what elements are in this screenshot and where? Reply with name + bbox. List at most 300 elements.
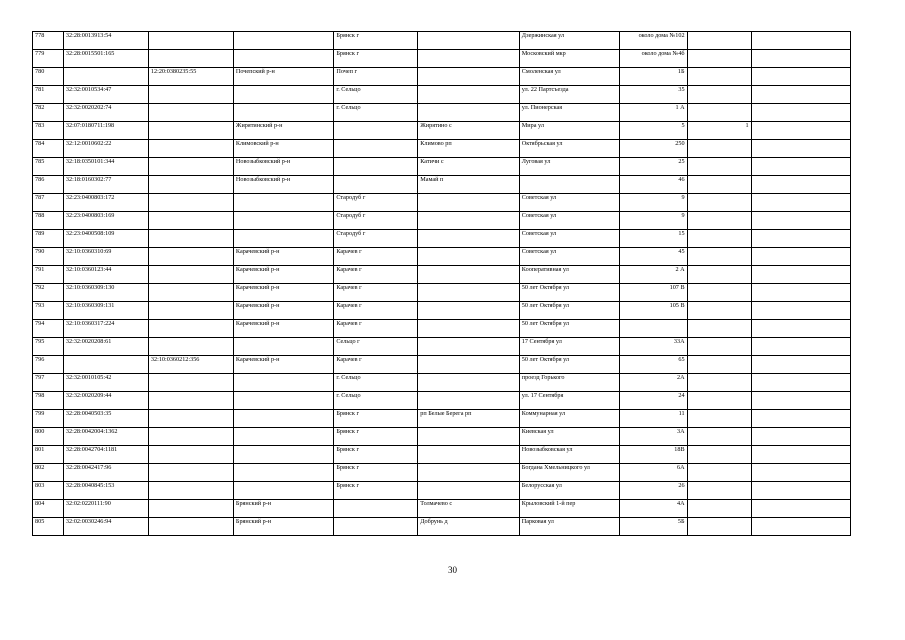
extra-2-cell [751, 194, 850, 212]
table-row [33, 302, 851, 320]
house-number-cell: около дома №4б [620, 50, 687, 68]
house-number-cell: 2А [620, 374, 687, 392]
city-cell: Карачев г [334, 320, 418, 338]
extra-2-cell [751, 464, 850, 482]
old-cadastral-number-cell [148, 284, 233, 302]
row-number-cell: 800 [33, 428, 64, 446]
city-cell: г. Сельцо [334, 86, 418, 104]
settlement-cell [418, 374, 520, 392]
old-cadastral-number-cell [148, 212, 233, 230]
extra-2-cell [751, 446, 850, 464]
street-cell: Коммунарная ул [519, 410, 619, 428]
district-cell [233, 464, 333, 482]
house-number-cell: 2 А [620, 266, 687, 284]
house-number-cell: 24 [620, 392, 687, 410]
settlement-cell [418, 32, 520, 50]
settlement-cell [418, 482, 520, 500]
extra-1-cell [687, 446, 751, 464]
house-number-cell: 35 [620, 86, 687, 104]
extra-2-cell [751, 32, 850, 50]
table-row [33, 410, 851, 428]
old-cadastral-number-cell [148, 338, 233, 356]
cadastral-number-cell [63, 68, 148, 86]
extra-2-cell [751, 248, 850, 266]
extra-1-cell [687, 194, 751, 212]
old-cadastral-number-cell [148, 176, 233, 194]
settlement-cell [418, 338, 520, 356]
cadastral-number-cell: 32:18:0350101:344 [63, 158, 148, 176]
extra-1-cell [687, 428, 751, 446]
row-number-cell: 790 [33, 248, 64, 266]
settlement-cell [418, 446, 520, 464]
city-cell: Карачев г [334, 302, 418, 320]
cadastral-number-cell: 32:28:0015501:165 [63, 50, 148, 68]
city-cell: Стародуб г [334, 194, 418, 212]
row-number-cell: 783 [33, 122, 64, 140]
old-cadastral-number-cell [148, 194, 233, 212]
table-row [33, 464, 851, 482]
extra-1-cell [687, 518, 751, 536]
city-cell [334, 140, 418, 158]
house-number-cell: 33А [620, 338, 687, 356]
settlement-cell [418, 248, 520, 266]
table-row [33, 338, 851, 356]
table-row [33, 284, 851, 302]
extra-1-cell [687, 284, 751, 302]
cadastral-number-cell: 32:10:0360310:69 [63, 248, 148, 266]
extra-2-cell [751, 266, 850, 284]
table-row [33, 266, 851, 284]
street-cell: Крыловский 1-й пер [519, 500, 619, 518]
house-number-cell [620, 320, 687, 338]
street-cell: Советская ул [519, 194, 619, 212]
city-cell: Брянск г [334, 32, 418, 50]
street-cell: Дзержинская ул [519, 32, 619, 50]
extra-1-cell [687, 68, 751, 86]
row-number-cell: 789 [33, 230, 64, 248]
table-row [33, 518, 851, 536]
street-cell: Киевская ул [519, 428, 619, 446]
extra-2-cell [751, 518, 850, 536]
district-cell [233, 392, 333, 410]
street-cell: проезд Горького [519, 374, 619, 392]
cadastral-number-cell: 32:28:0013913:54 [63, 32, 148, 50]
extra-1-cell: 1 [687, 122, 751, 140]
house-number-cell: 15 [620, 230, 687, 248]
extra-2-cell [751, 122, 850, 140]
extra-1-cell [687, 500, 751, 518]
street-cell: 50 лет Октября ул [519, 320, 619, 338]
table-row [33, 320, 851, 338]
district-cell: Карачевский р-н [233, 284, 333, 302]
street-cell: Смоленская ул [519, 68, 619, 86]
extra-2-cell [751, 86, 850, 104]
cadastral-number-cell: 32:32:0010105:42 [63, 374, 148, 392]
row-number-cell: 799 [33, 410, 64, 428]
table-row [33, 482, 851, 500]
house-number-cell: 4А [620, 500, 687, 518]
row-number-cell: 785 [33, 158, 64, 176]
district-cell: Карачевский р-н [233, 356, 333, 374]
district-cell [233, 410, 333, 428]
row-number-cell: 782 [33, 104, 64, 122]
table-row [33, 122, 851, 140]
old-cadastral-number-cell [148, 230, 233, 248]
cadastral-number-cell [63, 356, 148, 374]
extra-2-cell [751, 230, 850, 248]
house-number-cell: 9 [620, 194, 687, 212]
district-cell [233, 482, 333, 500]
street-cell: Луговая ул [519, 158, 619, 176]
old-cadastral-number-cell: 12:20:0380235:55 [148, 68, 233, 86]
old-cadastral-number-cell [148, 320, 233, 338]
city-cell: Стародуб г [334, 212, 418, 230]
extra-1-cell [687, 230, 751, 248]
settlement-cell [418, 320, 520, 338]
district-cell [233, 104, 333, 122]
house-number-cell: 26 [620, 482, 687, 500]
city-cell [334, 122, 418, 140]
district-cell: Новозыбковский р-н [233, 158, 333, 176]
row-number-cell: 805 [33, 518, 64, 536]
extra-1-cell [687, 410, 751, 428]
settlement-cell [418, 302, 520, 320]
cadastral-number-cell: 32:10:0360309:131 [63, 302, 148, 320]
extra-2-cell [751, 140, 850, 158]
settlement-cell: Добрунь д [418, 518, 520, 536]
district-cell: Брянский р-н [233, 518, 333, 536]
house-number-cell: 250 [620, 140, 687, 158]
district-cell [233, 230, 333, 248]
street-cell: ул. 17 Сентября [519, 392, 619, 410]
extra-2-cell [751, 212, 850, 230]
extra-1-cell [687, 212, 751, 230]
extra-2-cell [751, 320, 850, 338]
row-number-cell: 792 [33, 284, 64, 302]
street-cell: 50 лет Октября ул [519, 284, 619, 302]
extra-1-cell [687, 464, 751, 482]
city-cell: Брянск г [334, 482, 418, 500]
settlement-cell: Климово рп [418, 140, 520, 158]
house-number-cell: 1 А [620, 104, 687, 122]
row-number-cell: 798 [33, 392, 64, 410]
row-number-cell: 779 [33, 50, 64, 68]
city-cell [334, 500, 418, 518]
cadastral-number-cell: 32:28:0042704:1181 [63, 446, 148, 464]
city-cell: Брянск г [334, 50, 418, 68]
street-cell: ул. Пионерская [519, 104, 619, 122]
cadastral-number-cell: 32:18:0160302:77 [63, 176, 148, 194]
city-cell: г. Сельцо [334, 392, 418, 410]
extra-2-cell [751, 176, 850, 194]
street-cell: Кооперативная ул [519, 266, 619, 284]
settlement-cell [418, 428, 520, 446]
district-cell [233, 446, 333, 464]
street-cell: Новозыбковская ул [519, 446, 619, 464]
street-cell: Парковая ул [519, 518, 619, 536]
city-cell: Карачев г [334, 356, 418, 374]
settlement-cell [418, 230, 520, 248]
house-number-cell: 46 [620, 176, 687, 194]
row-number-cell: 801 [33, 446, 64, 464]
settlement-cell [418, 68, 520, 86]
city-cell: Почеп г [334, 68, 418, 86]
district-cell: Карачевский р-н [233, 248, 333, 266]
old-cadastral-number-cell [148, 32, 233, 50]
street-cell: Белорусская ул [519, 482, 619, 500]
city-cell: Брянск г [334, 464, 418, 482]
settlement-cell [418, 86, 520, 104]
district-cell [233, 374, 333, 392]
extra-1-cell [687, 32, 751, 50]
extra-2-cell [751, 302, 850, 320]
city-cell: Брянск г [334, 428, 418, 446]
extra-1-cell [687, 356, 751, 374]
settlement-cell [418, 212, 520, 230]
settlement-cell [418, 464, 520, 482]
row-number-cell: 802 [33, 464, 64, 482]
table-row [33, 374, 851, 392]
settlement-cell: Жирятино с [418, 122, 520, 140]
old-cadastral-number-cell [148, 428, 233, 446]
row-number-cell: 804 [33, 500, 64, 518]
settlement-cell: Катичи с [418, 158, 520, 176]
house-number-cell: 5Б [620, 518, 687, 536]
district-cell [233, 32, 333, 50]
old-cadastral-number-cell [148, 392, 233, 410]
house-number-cell: 5 [620, 122, 687, 140]
table-row [33, 248, 851, 266]
district-cell [233, 428, 333, 446]
cadastral-number-cell: 32:28:0040503:35 [63, 410, 148, 428]
table-row [33, 230, 851, 248]
street-cell: 50 лет Октября ул [519, 302, 619, 320]
cadastral-number-cell: 32:02:0030246:94 [63, 518, 148, 536]
street-cell: Богдана Хмельницкого ул [519, 464, 619, 482]
extra-1-cell [687, 302, 751, 320]
table-row [33, 158, 851, 176]
street-cell: 17 Сентября ул [519, 338, 619, 356]
cadastral-number-cell: 32:07:0180711:198 [63, 122, 148, 140]
table-row [33, 392, 851, 410]
settlement-cell [418, 50, 520, 68]
city-cell: Карачев г [334, 248, 418, 266]
row-number-cell: 797 [33, 374, 64, 392]
table-row [33, 32, 851, 50]
old-cadastral-number-cell: 32:10:0360212:356 [148, 356, 233, 374]
extra-1-cell [687, 266, 751, 284]
district-cell [233, 50, 333, 68]
cadastral-number-cell: 32:28:0042004:1362 [63, 428, 148, 446]
settlement-cell [418, 266, 520, 284]
row-number-cell: 796 [33, 356, 64, 374]
row-number-cell: 791 [33, 266, 64, 284]
city-cell [334, 518, 418, 536]
extra-1-cell [687, 140, 751, 158]
city-cell: Брянск г [334, 446, 418, 464]
extra-1-cell [687, 338, 751, 356]
extra-1-cell [687, 392, 751, 410]
settlement-cell [418, 356, 520, 374]
cadastral-number-cell: 32:23:0400803:172 [63, 194, 148, 212]
house-number-cell: 6А [620, 464, 687, 482]
cadastral-number-cell: 32:32:0020209:44 [63, 392, 148, 410]
extra-1-cell [687, 86, 751, 104]
house-number-cell: 65 [620, 356, 687, 374]
street-cell: Московский мкр [519, 50, 619, 68]
table-row [33, 176, 851, 194]
cadastral-number-cell: 32:32:0020208:61 [63, 338, 148, 356]
table-row [33, 140, 851, 158]
cadastral-number-cell: 32:23:0400803:169 [63, 212, 148, 230]
settlement-cell: рп Белые Берега рп [418, 410, 520, 428]
old-cadastral-number-cell [148, 86, 233, 104]
old-cadastral-number-cell [148, 158, 233, 176]
old-cadastral-number-cell [148, 248, 233, 266]
page-number: 30 [448, 565, 457, 575]
extra-2-cell [751, 410, 850, 428]
house-number-cell: около дома №102 [620, 32, 687, 50]
old-cadastral-number-cell [148, 482, 233, 500]
extra-1-cell [687, 248, 751, 266]
district-cell [233, 212, 333, 230]
extra-1-cell [687, 104, 751, 122]
district-cell: Жирятинский р-н [233, 122, 333, 140]
extra-2-cell [751, 500, 850, 518]
cadastral-number-cell: 32:02:0220111:90 [63, 500, 148, 518]
extra-2-cell [751, 374, 850, 392]
old-cadastral-number-cell [148, 140, 233, 158]
extra-2-cell [751, 428, 850, 446]
district-cell [233, 338, 333, 356]
settlement-cell [418, 194, 520, 212]
street-cell [519, 176, 619, 194]
old-cadastral-number-cell [148, 410, 233, 428]
district-cell: Карачевский р-н [233, 266, 333, 284]
row-number-cell: 778 [33, 32, 64, 50]
house-number-cell: 9 [620, 212, 687, 230]
house-number-cell: 45 [620, 248, 687, 266]
extra-1-cell [687, 482, 751, 500]
old-cadastral-number-cell [148, 50, 233, 68]
district-cell [233, 86, 333, 104]
cadastral-number-cell: 32:10:0360309:130 [63, 284, 148, 302]
city-cell: Карачев г [334, 266, 418, 284]
house-number-cell: 18В [620, 446, 687, 464]
old-cadastral-number-cell [148, 518, 233, 536]
extra-2-cell [751, 284, 850, 302]
settlement-cell [418, 284, 520, 302]
street-cell: Мира ул [519, 122, 619, 140]
row-number-cell: 787 [33, 194, 64, 212]
table-row [33, 50, 851, 68]
cadastral-number-cell: 32:23:0400508:109 [63, 230, 148, 248]
city-cell: Карачев г [334, 284, 418, 302]
old-cadastral-number-cell [148, 266, 233, 284]
city-cell: Брянск г [334, 410, 418, 428]
old-cadastral-number-cell [148, 104, 233, 122]
street-cell: Советская ул [519, 248, 619, 266]
row-number-cell: 793 [33, 302, 64, 320]
settlement-cell [418, 104, 520, 122]
row-number-cell: 794 [33, 320, 64, 338]
extra-2-cell [751, 104, 850, 122]
extra-2-cell [751, 158, 850, 176]
city-cell: г. Сельцо [334, 104, 418, 122]
old-cadastral-number-cell [148, 374, 233, 392]
cadastral-number-cell: 32:32:0020202:74 [63, 104, 148, 122]
house-number-cell: 11 [620, 410, 687, 428]
district-cell: Брянский р-н [233, 500, 333, 518]
district-cell: Климовский р-н [233, 140, 333, 158]
cadastral-number-cell: 32:10:0360317:224 [63, 320, 148, 338]
street-cell: Советская ул [519, 212, 619, 230]
extra-1-cell [687, 320, 751, 338]
extra-1-cell [687, 374, 751, 392]
cadastral-number-cell: 32:28:0042417:96 [63, 464, 148, 482]
extra-2-cell [751, 50, 850, 68]
settlement-cell [418, 392, 520, 410]
settlement-cell: Толмачево с [418, 500, 520, 518]
table-row [33, 356, 851, 374]
old-cadastral-number-cell [148, 446, 233, 464]
table-row [33, 68, 851, 86]
settlement-cell: Мамай п [418, 176, 520, 194]
house-number-cell: 1Б [620, 68, 687, 86]
extra-1-cell [687, 158, 751, 176]
city-cell: Сельцо г [334, 338, 418, 356]
old-cadastral-number-cell [148, 500, 233, 518]
row-number-cell: 781 [33, 86, 64, 104]
cadastral-number-cell: 32:28:0040845:153 [63, 482, 148, 500]
extra-1-cell [687, 176, 751, 194]
row-number-cell: 788 [33, 212, 64, 230]
district-cell: Почепский р-н [233, 68, 333, 86]
city-cell [334, 176, 418, 194]
street-cell: 50 лет Октября ул [519, 356, 619, 374]
cadastral-number-cell: 32:32:0010534:47 [63, 86, 148, 104]
table-row [33, 446, 851, 464]
row-number-cell: 795 [33, 338, 64, 356]
street-cell: Советская ул [519, 230, 619, 248]
old-cadastral-number-cell [148, 464, 233, 482]
row-number-cell: 780 [33, 68, 64, 86]
extra-1-cell [687, 50, 751, 68]
district-cell: Карачевский р-н [233, 302, 333, 320]
district-cell: Карачевский р-н [233, 320, 333, 338]
extra-2-cell [751, 68, 850, 86]
extra-2-cell [751, 338, 850, 356]
table-row [33, 212, 851, 230]
district-cell [233, 194, 333, 212]
table-row [33, 104, 851, 122]
cadastral-number-cell: 32:10:0360123:44 [63, 266, 148, 284]
district-cell: Новозыбковский р-н [233, 176, 333, 194]
street-cell: ул. 22 Партсъезда [519, 86, 619, 104]
registry-table [32, 31, 851, 536]
table-row [33, 428, 851, 446]
old-cadastral-number-cell [148, 122, 233, 140]
table-row [33, 86, 851, 104]
street-cell: Октябрьская ул [519, 140, 619, 158]
house-number-cell: 105 В [620, 302, 687, 320]
extra-2-cell [751, 392, 850, 410]
registry-table-body [33, 32, 851, 536]
house-number-cell: 107 В [620, 284, 687, 302]
city-cell [334, 158, 418, 176]
row-number-cell: 784 [33, 140, 64, 158]
city-cell: Стародуб г [334, 230, 418, 248]
